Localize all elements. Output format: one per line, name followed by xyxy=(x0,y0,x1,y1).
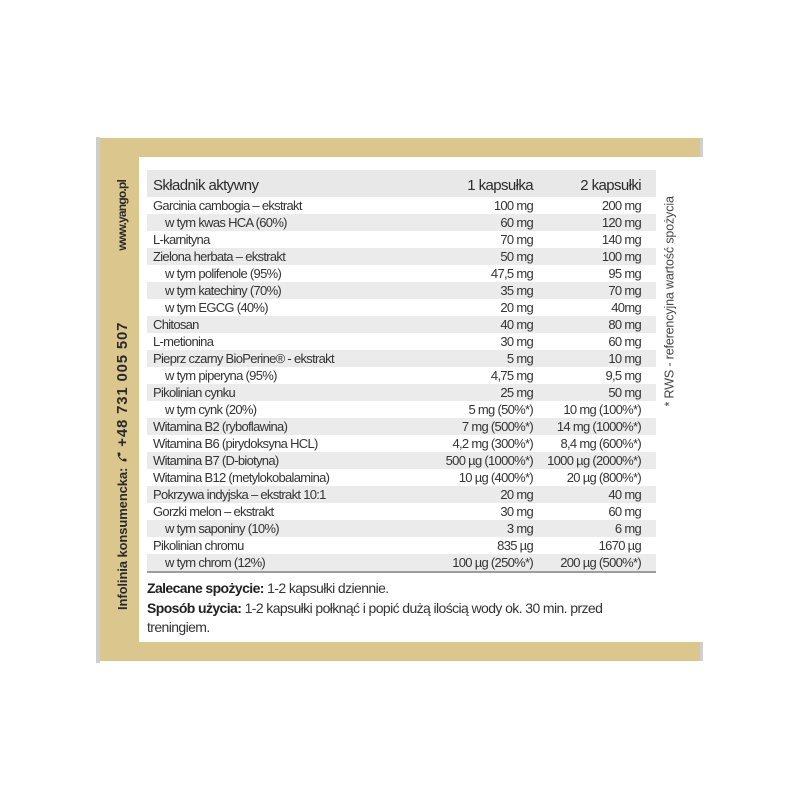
table-row xyxy=(147,486,656,503)
method-of-use-text: 1-2 kapsułki połknąć i popić dużą ilością wody ok. 30 min. przed treningiem. xyxy=(147,599,603,635)
website-link[interactable]: www.yango.pl xyxy=(115,180,129,251)
dose-two: 60 mg xyxy=(608,504,641,519)
ingredient-name: Pokrzywa indyjska – ekstrakt 10:1 xyxy=(153,487,326,502)
table-row xyxy=(147,350,656,367)
table-row xyxy=(147,520,656,537)
ingredient-name: w tym cynk (20%) xyxy=(165,402,257,417)
dose-two: 10 mg xyxy=(608,351,641,366)
table-row xyxy=(147,554,656,571)
dose-two: 100 mg xyxy=(601,249,641,264)
header-two-capsules: 2 kapsułki xyxy=(580,177,641,194)
dose-two: 9,5 mg xyxy=(605,368,641,383)
method-of-use xyxy=(147,599,662,638)
frame-top-band xyxy=(100,138,703,157)
table-row xyxy=(147,418,656,435)
table-row xyxy=(147,537,656,554)
table-row xyxy=(147,316,656,333)
dose-one: 3 mg xyxy=(506,521,533,536)
ingredient-name: Pikolinian cynku xyxy=(153,385,236,400)
header-one-capsule: 1 kapsułka xyxy=(467,177,533,194)
ingredient-name: Witamina B2 (ryboflawina) xyxy=(153,419,288,434)
ingredient-name: Pikolinian chromu xyxy=(153,538,244,553)
dose-two: 95 mg xyxy=(608,266,641,281)
usage-instructions xyxy=(147,579,662,638)
dose-one: 50 mg xyxy=(500,249,533,264)
dose-one: 5 mg (50%*) xyxy=(468,402,533,417)
dose-one: 835 µg xyxy=(497,538,533,553)
table-row xyxy=(147,248,656,265)
ingredient-name: Witamina B7 (D-biotyna) xyxy=(153,453,279,468)
table-row xyxy=(147,367,656,384)
table-row xyxy=(147,452,656,469)
dose-one: 70 mg xyxy=(500,232,533,247)
ingredient-name: Pieprz czarny BioPerine® - ekstrakt xyxy=(153,351,334,366)
dose-one: 30 mg xyxy=(500,504,533,519)
dose-two: 1670 µg xyxy=(598,538,641,553)
dose-two: 10 mg (100%*) xyxy=(563,402,641,417)
ingredient-name: w tym chrom (12%) xyxy=(165,555,266,570)
ingredient-name: L-karnityna xyxy=(153,232,210,247)
ingredient-name: Chitosan xyxy=(153,317,199,332)
recommended-intake-label: Zalecane spożycie: xyxy=(147,580,264,596)
table-row xyxy=(147,214,656,231)
table-row xyxy=(147,282,656,299)
dose-one: 40 mg xyxy=(500,317,533,332)
table-row xyxy=(147,503,656,520)
table-body xyxy=(147,197,656,573)
contact-info xyxy=(113,180,131,610)
dose-two: 20 µg (800%*) xyxy=(566,470,641,485)
dose-one: 100 mg xyxy=(493,198,533,213)
table-row xyxy=(147,384,656,401)
dose-one: 35 mg xyxy=(500,283,533,298)
ingredient-name: Witamina B12 (metylokobalamina) xyxy=(153,470,330,485)
dose-two: 120 mg xyxy=(601,215,641,230)
dose-one: 4,75 mg xyxy=(490,368,533,383)
dose-two: 6 mg xyxy=(614,521,641,536)
ingredient-name: w tym piperyna (95%) xyxy=(165,368,277,383)
frame-bottom-band xyxy=(100,642,703,661)
ingredient-name: Witamina B6 (pirydoksyna HCL) xyxy=(153,436,318,451)
dose-one: 47,5 mg xyxy=(490,266,533,281)
recommended-intake-text: 1-2 kapsułki dziennie. xyxy=(263,580,389,596)
dose-two: 40 mg xyxy=(608,487,641,502)
table-row xyxy=(147,197,656,214)
rws-footnote: * RWS - referencyjna wartość spożycia xyxy=(662,196,677,407)
dose-two: 200 mg xyxy=(601,198,641,213)
dose-one: 25 mg xyxy=(500,385,533,400)
dose-two: 50 mg xyxy=(608,385,641,400)
ingredient-name: Zielona herbata – ekstrakt xyxy=(153,249,286,264)
dose-one: 500 µg (1000%*) xyxy=(445,453,533,468)
phone-icon xyxy=(116,451,128,463)
header-ingredient: Składnik aktywny xyxy=(153,177,259,194)
dose-one: 100 µg (250%*) xyxy=(452,555,533,570)
dose-two: 70 mg xyxy=(608,283,641,298)
table-row xyxy=(147,435,656,452)
ingredients-table xyxy=(147,170,656,573)
dose-one: 5 mg xyxy=(506,351,533,366)
ingredient-name: w tym EGCG (40%) xyxy=(165,300,268,315)
dose-two: 60 mg xyxy=(608,334,641,349)
ingredient-name: w tym katechiny (70%) xyxy=(165,283,282,298)
method-of-use-label: Sposób użycia: xyxy=(147,599,242,616)
table-row xyxy=(147,469,656,486)
ingredient-name: L-metionina xyxy=(153,334,214,349)
ingredient-name: w tym kwas HCA (60%) xyxy=(165,215,287,230)
table-row xyxy=(147,299,656,316)
dose-two: 8,4 mg (600%*) xyxy=(560,436,641,451)
ingredient-name: w tym polifenole (95%) xyxy=(165,266,282,281)
ingredient-name: w tym saponiny (10%) xyxy=(165,521,279,536)
dose-one: 30 mg xyxy=(500,334,533,349)
table-header xyxy=(147,170,656,197)
recommended-intake xyxy=(147,579,662,599)
dose-one: 60 mg xyxy=(500,215,533,230)
dose-one: 7 mg (500%*) xyxy=(461,419,533,434)
phone-number[interactable]: +48 731 005 507 xyxy=(113,321,131,447)
ingredient-name: Garcinia cambogia – ekstrakt xyxy=(153,198,302,213)
dose-one: 20 mg xyxy=(500,300,533,315)
table-row xyxy=(147,265,656,282)
table-row xyxy=(147,333,656,350)
dose-two: 14 mg (1000%*) xyxy=(556,419,641,434)
dose-one: 20 mg xyxy=(500,487,533,502)
infoline-label: Infolinia konsumencka: xyxy=(114,467,130,610)
dose-two: 40mg xyxy=(611,300,641,315)
dose-two: 140 mg xyxy=(601,232,641,247)
infoline xyxy=(114,322,131,610)
ingredient-name: Gorzki melon – ekstrakt xyxy=(153,504,274,519)
table-row xyxy=(147,231,656,248)
dose-two: 200 µg (500%*) xyxy=(560,555,641,570)
dose-one: 4,2 mg (300%*) xyxy=(452,436,533,451)
dose-one: 10 µg (400%*) xyxy=(458,470,533,485)
dose-two: 80 mg xyxy=(608,317,641,332)
dose-two: 1000 µg (2000%*) xyxy=(547,453,641,468)
table-row xyxy=(147,401,656,418)
